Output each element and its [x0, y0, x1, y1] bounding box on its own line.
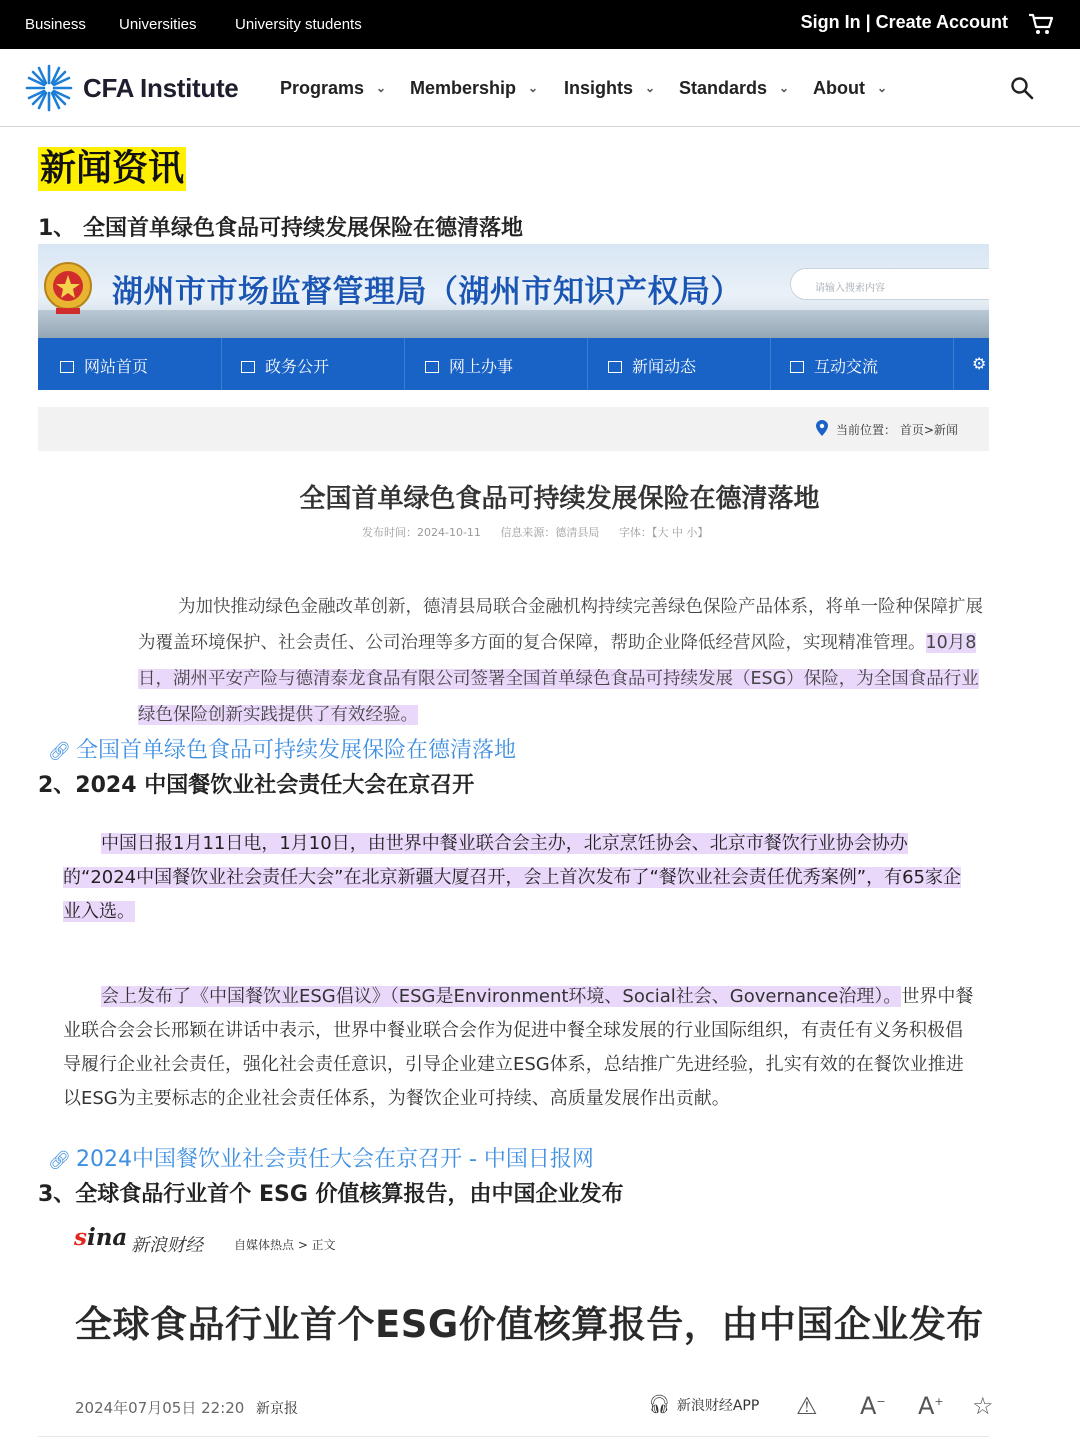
gear-icon[interactable]: ⚙ [972, 354, 987, 373]
font-increase-icon[interactable]: A+ [918, 1392, 944, 1420]
article1-highlight: 10月8日，湖州平安产险与德清泰龙食品有限公司签署全国首单绿色食品可持续发展（ESG）保险，为全国食品行业绿色保险创新实践提供了有效经验。 [138, 633, 979, 725]
chat-icon [790, 361, 804, 373]
util-link-university-students[interactable]: University students [235, 16, 362, 33]
nav-standards[interactable]: Standards ⌄ [679, 78, 790, 98]
report-icon[interactable]: ⚠ [796, 1392, 818, 1420]
news-icon [608, 361, 622, 373]
utility-bar [0, 0, 1080, 49]
link-icon: 🔗︎ [48, 1150, 71, 1171]
search-icon[interactable] [1010, 76, 1034, 100]
divider [38, 1436, 989, 1437]
chevron-down-icon: ⌄ [779, 81, 790, 95]
nav-programs[interactable]: Programs ⌄ [280, 78, 387, 98]
nav-divider [770, 338, 771, 390]
nav-divider [587, 338, 588, 390]
article1-date: 发布时间：2024-10-11 [362, 526, 481, 539]
article1-source: 信息来源：德清县局 [500, 526, 600, 539]
bureau-title: 湖州市市场监督管理局（湖州市知识产权局） [112, 274, 742, 310]
bureau-nav-interact[interactable]: 互动交流 [790, 354, 878, 377]
font-decrease-icon[interactable]: A− [860, 1392, 886, 1420]
breadcrumb-bar [38, 407, 989, 451]
font-size-control[interactable]: 字体：【大 中 小】 [618, 526, 709, 539]
brand-name[interactable]: CFA Institute [83, 73, 239, 103]
sina-breadcrumb[interactable]: 自媒体热点 > 正文 [234, 1238, 336, 1252]
article3-source: 新京报 [256, 1401, 298, 1417]
article1-text: 为加快推动绿色金融改革创新，德清县局联合金融机构持续完善绿色保险产品体系，将单一险种保障扩展为覆盖环境保护、社会责任、公司治理等多方面的复合保障，帮助企业降低经营风险，实现精准管理。 [138, 597, 983, 653]
source-link-1[interactable]: 🔗︎ 全国首单绿色食品可持续发展保险在德清落地 [48, 738, 517, 763]
bureau-nav-online[interactable]: 网上办事 [425, 354, 513, 377]
cart-icon[interactable] [1028, 12, 1054, 36]
article2-para2 [63, 980, 975, 1116]
article2-highlight: 中国日报1月11日电，1月10日，由世界中餐业联合会主办，北京烹饪协会、北京市餐饮行业协会协办的“2024中国餐饮业社会责任大会”在北京新疆大厦召开，会上首次发布了“餐饮业社会责任优秀案例”，有65家企业入选。 [63, 833, 962, 922]
article1-title: 全国首单绿色食品可持续发展保险在德清落地 [299, 484, 820, 514]
cfa-logo-icon[interactable] [24, 63, 74, 113]
nav-membership[interactable]: Membership ⌄ [410, 78, 539, 98]
breadcrumb[interactable]: 当前位置： 首页>新闻 [836, 423, 958, 437]
news-heading-2: 2、2024 中国餐饮业社会责任大会在京召开 [38, 773, 475, 798]
emblem-icon [42, 260, 94, 316]
embedded-screenshot-huzhou [38, 244, 989, 390]
article3-date: 2024年07月05日 22:20 [75, 1399, 245, 1417]
bureau-banner [38, 244, 989, 338]
article2-text: 世界中餐业联合会会长邢颖在讲话中表示，世界中餐业联合会作为促进中餐全球发展的行业国际组织，有责任有义务积极倡导履行企业社会责任，强化社会责任意识，引导企业建立ESG体系，总结推广先进经验，扎实有效的在餐饮业推进以ESG为主要标志的企业社会责任体系，为餐饮企业可持续、高质量发展作出贡献。 [63, 986, 974, 1109]
section-title: 新闻资讯 [40, 148, 185, 189]
signin-create-account-link[interactable]: Sign In | Create Account [800, 12, 1008, 32]
home-icon [60, 361, 74, 373]
bureau-nav-gov[interactable]: 政务公开 [241, 354, 329, 377]
banner-scenery [38, 310, 989, 338]
sina-app-button[interactable]: 🎧︎ 新浪财经APP [648, 1394, 760, 1415]
chevron-down-icon: ⌄ [645, 81, 656, 95]
article1-meta [362, 524, 724, 540]
favorite-icon[interactable]: ☆ [972, 1392, 994, 1420]
main-nav [0, 49, 1080, 127]
news-heading-3: 3、全球食品行业首个 ESG 价值核算报告，由中国企业发布 [38, 1182, 624, 1207]
monitor-icon [425, 361, 439, 373]
article1-body [138, 589, 988, 733]
article3-title: 全球食品行业首个ESG价值核算报告，由中国企业发布 [75, 1303, 984, 1346]
article2-esg-highlight: 会上发布了《中国餐饮业ESG倡议》（ESG是Environment环境、Social社会、Governance治理）。 [101, 986, 902, 1007]
bureau-search-input[interactable]: 请输入搜索内容 [790, 268, 989, 300]
nav-divider [221, 338, 222, 390]
document-icon [241, 361, 255, 373]
chevron-down-icon: ⌄ [376, 81, 387, 95]
util-link-business[interactable]: Business [25, 16, 86, 33]
nav-insights[interactable]: Insights ⌄ [564, 78, 656, 98]
source-link-2[interactable]: 🔗︎ 2024中国餐饮业社会责任大会在京召开 - 中国日报网 [48, 1147, 594, 1172]
nav-divider [404, 338, 405, 390]
bureau-nav-news[interactable]: 新闻动态 [608, 354, 696, 377]
chevron-down-icon: ⌄ [528, 81, 539, 95]
location-pin-icon [816, 420, 828, 436]
bureau-nav [38, 338, 989, 390]
headphones-icon: 🎧︎ [648, 1394, 671, 1415]
sina-logo[interactable]: sina [74, 1224, 128, 1251]
sina-finance-name[interactable]: 新浪财经 [131, 1235, 203, 1256]
article2-para1 [63, 827, 975, 929]
bureau-nav-home[interactable]: 网站首页 [60, 354, 148, 377]
util-link-universities[interactable]: Universities [119, 16, 197, 33]
link-icon: 🔗︎ [48, 741, 71, 762]
news-heading-1: 1、 全国首单绿色食品可持续发展保险在德清落地 [38, 216, 523, 241]
chevron-down-icon: ⌄ [876, 81, 888, 95]
nav-divider [953, 338, 954, 390]
nav-about[interactable]: About ⌄ [813, 78, 888, 98]
